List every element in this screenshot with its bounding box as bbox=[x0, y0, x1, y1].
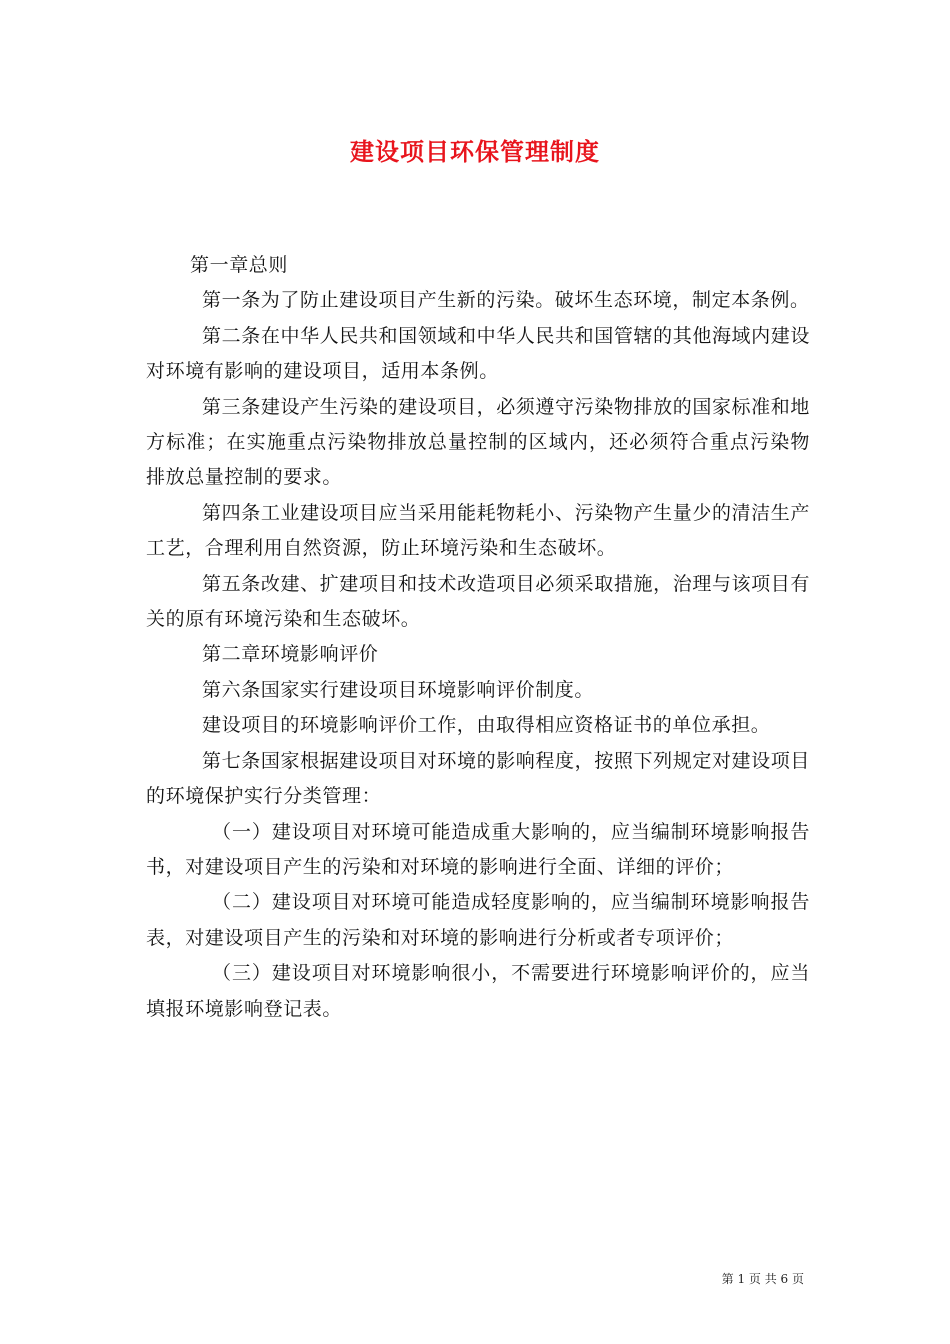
article-3: 第三条建设产生污染的建设项目，必须遵守污染物排放的国家标准和地方标准；在实施重点污染物排放总量控制的区域内，还必须符合重点污染物排放总量控制的要求。 bbox=[146, 395, 810, 489]
article-4: 第四条工业建设项目应当采用能耗物耗小、污染物产生量少的清洁生产工艺，合理利用自然资源，防止环境污染和生态破坏。 bbox=[146, 501, 810, 560]
article-7-item-1: （一）建设项目对环境可能造成重大影响的，应当编制环境影响报告书，对建设项目产生的污染和对环境的影响进行全面、详细的评价； bbox=[146, 820, 810, 878]
page-number-footer: 第 1 页 共 6 页 bbox=[721, 1272, 804, 1286]
article-7-item-3: （三）建设项目对环境影响很小，不需要进行环境影响评价的，应当填报环境影响登记表。 bbox=[146, 962, 810, 1020]
article-7-item-2: （二）建设项目对环境可能造成轻度影响的，应当编制环境影响报告表，对建设项目产生的污染和对环境的影响进行分析或者专项评价； bbox=[146, 891, 810, 949]
article-1: 第一条为了防止建设项目产生新的污染。破坏生态环境，制定本条例。 bbox=[202, 289, 810, 312]
chapter-heading-1: 第一章总则 bbox=[190, 254, 289, 276]
document-title: 建设项目环保管理制度 bbox=[350, 137, 600, 166]
article-6-clause: 建设项目的环境影响评价工作，由取得相应资格证书的单位承担。 bbox=[202, 714, 771, 737]
chapter-heading-2: 第二章环境影响评价 bbox=[202, 643, 379, 666]
article-6: 第六条国家实行建设项目环境影响评价制度。 bbox=[202, 678, 595, 701]
article-5: 第五条改建、扩建项目和技术改造项目必须采取措施，治理与该项目有关的原有环境污染和生态破坏。 bbox=[146, 572, 810, 631]
document-body bbox=[146, 248, 810, 1027]
article-7: 第七条国家根据建设项目对环境的影响程度，按照下列规定对建设项目的环境保护实行分类管理： bbox=[146, 749, 810, 808]
article-2: 第二条在中华人民共和国领域和中华人民共和国管辖的其他海域内建设对环境有影响的建设项目，适用本条例。 bbox=[146, 324, 810, 383]
